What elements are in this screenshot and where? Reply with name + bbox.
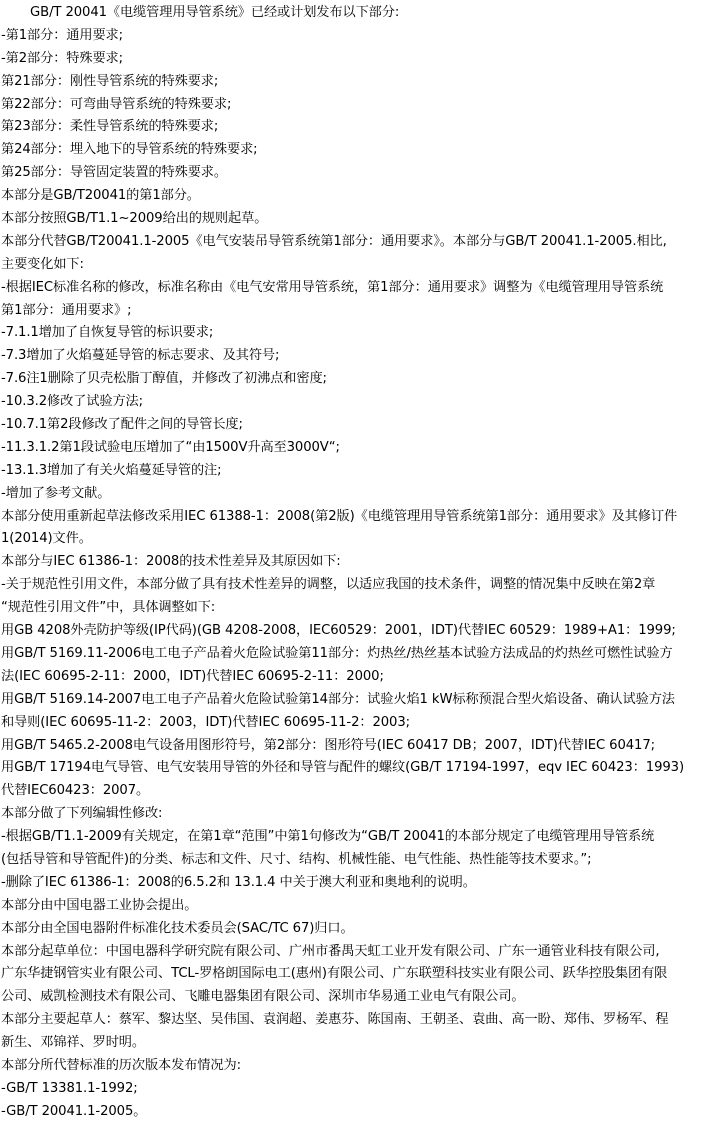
part-2-line: -第2部分：特殊要求; (1, 50, 123, 66)
text-line: -11.3.1.2第1段试验电压增加了“由1500V升高至3000V“; (1, 439, 340, 455)
text-line: 本部分起草单位：中国电器科学研究院有限公司、广州市番禺天虹工业开发有限公司、广东一通管业科技有限公司, (1, 943, 660, 959)
part-23-line: 第23部分：柔性导管系统的特殊要求; (1, 119, 219, 135)
text-line: -7.3增加了火焰蔓延导管的标志要求、及其符号; (1, 348, 280, 364)
text-line: 第1部分：通用要求》; (1, 302, 132, 318)
text-line: 用GB/T 5465.2-2008电气设备用图形符号，第2部分：图形符号(IEC 60417 DB；2007，IDT)代替IEC 60417; (1, 737, 655, 753)
text-line: -10.7.1第2段修改了配件之间的导管长度; (1, 417, 243, 433)
text-line: -关于规范性引用文件，本部分做了具有技术性差异的调整，以适应我国的技术条件，调整的情况集中反映在第2章 (1, 577, 656, 593)
text-line: 新生、邓锦祥、罗时明。 (1, 1035, 145, 1051)
text-line: -增加了参考文献。 (1, 485, 111, 501)
text-line: -10.3.2修改了试验方法; (1, 394, 143, 410)
text-line: 主要变化如下: (1, 256, 84, 272)
text-line: 用GB/T 17194电气导管、电气安装用导管的外径和导管与配件的螺纹(GB/T 17194-1997，eqv IEC 60423：1993) (1, 760, 685, 776)
part-25-line: 第25部分：导管固定装置的特殊要求。 (1, 165, 227, 181)
text-line: 用GB/T 5169.14-2007电工电子产品着火危险试验第14部分：试验火焰1 kW标称预混合型火焰设备、确认试验方法 (1, 691, 675, 707)
text-line: (包括导管和导管配件)的分类、标志和文件、尺寸、结构、机械性能、电气性能、热性能等技术要求。”; (1, 851, 592, 867)
text-line: 用GB 4208外壳防护等级(IP代码)(GB 4208-2008，IEC60529：2001，IDT)代替IEC 60529：1989+A1：1999; (1, 623, 676, 639)
text-line: 本部分代替GB/T20041.1-2005《电气安装吊导管系统第1部分：通用要求》。本部分与GB/T 20041.1-2005.相比, (1, 233, 667, 249)
text-line: 本部分所代替标准的历次版本发布情况为: (1, 1057, 241, 1073)
text-line: 法(IEC 60695-2-11：2000，IDT)代替IEC 60695-2-11：2000; (1, 668, 384, 684)
text-line: -根据IEC标准名称的修改，标准名称由《电气安常用导管系统，第1部分：通用要求》调整为《电缆管理用导管系统 (1, 279, 664, 295)
text-line: -7.1.1增加了自恢复导管的标识要求; (1, 325, 214, 341)
text-line: -13.1.3增加了有关火焰蔓延导管的注; (1, 462, 222, 478)
text-line: 本部分由中国电器工业协会提出。 (1, 897, 198, 913)
text-line: 本部分做了下列编辑性修改: (1, 806, 163, 822)
text-line: -根据GB/T1.1-2009有关规定，在第1章“范围”中第1句修改为“GB/T 20041的本部分规定了电缆管理用导管系统 (1, 829, 655, 845)
text-line: 1(2014)文件。 (1, 531, 92, 547)
text-line: 本部分主要起草人：蔡军、黎达坚、吴伟国、袁润超、姜惠芬、陈国南、王朝圣、袁曲、高一盼、郑伟、罗杨军、程 (1, 1012, 669, 1028)
text-line: 本部分按照GB/T1.1~2009给出的规则起草。 (1, 211, 268, 227)
text-line: 广东华捷钢管实业有限公司、TCL-罗格朗国际电工(惠州)有限公司、广东联塑科技实业有限公司、跃华控股集团有限 (1, 966, 668, 982)
part-21-line: 第21部分：刚性导管系统的特殊要求; (1, 73, 219, 89)
text-line: -删除了IEC 61386-1：2008的6.5.2和 13.1.4 中关于澳大利亚和奥地利的说明。 (1, 874, 476, 890)
text-line: 和导则(IEC 60695-11-2：2003，IDT)代替IEC 60695-11-2：2003; (1, 714, 410, 730)
intro-line: GB/T 20041《电缆管理用导管系统》已经或计划发布以下部分: (30, 5, 400, 20)
text-line: 本部分与IEC 61386-1：2008的技术性差异及其原因如下: (1, 554, 341, 570)
part-1-line: -第1部分：通用要求; (1, 27, 123, 43)
text-line: “规范性引用文件”中，具体调整如下: (1, 600, 216, 616)
text-line: -7.6注1删除了贝壳松脂丁醇值，并修改了初沸点和密度; (1, 371, 327, 387)
text-line: 本部分由全国电器附件标准化技术委员会(SAC/TC 67)归口。 (1, 920, 354, 936)
text-line: 用GB/T 5169.11-2006电工电子产品着火危险试验第11部分：灼热丝/热丝基本试验方法成品的灼热丝可燃性试验方 (1, 645, 673, 661)
part-24-line: 第24部分：埋入地下的导管系统的特殊要求; (1, 142, 258, 158)
text-line: 代替IEC60423：2007。 (1, 783, 150, 799)
text-line: 公司、威凯检测技术有限公司、飞雕电器集团有限公司、深圳市华易通工业电气有限公司。 (1, 989, 525, 1005)
text-line: -GB/T 20041.1-2005。 (1, 1103, 147, 1119)
part-22-line: 第22部分：可弯曲导管系统的特殊要求; (1, 96, 232, 112)
text-line: 本部分使用重新起草法修改采用IEC 61388-1：2008(第2版)《电缆管理用导管系统第1部分：通用要求》及其修订件 (1, 508, 678, 524)
text-line: -GB/T 13381.1-1992; (1, 1080, 138, 1096)
text-line: 本部分是GB/T20041的第1部分。 (1, 188, 200, 204)
